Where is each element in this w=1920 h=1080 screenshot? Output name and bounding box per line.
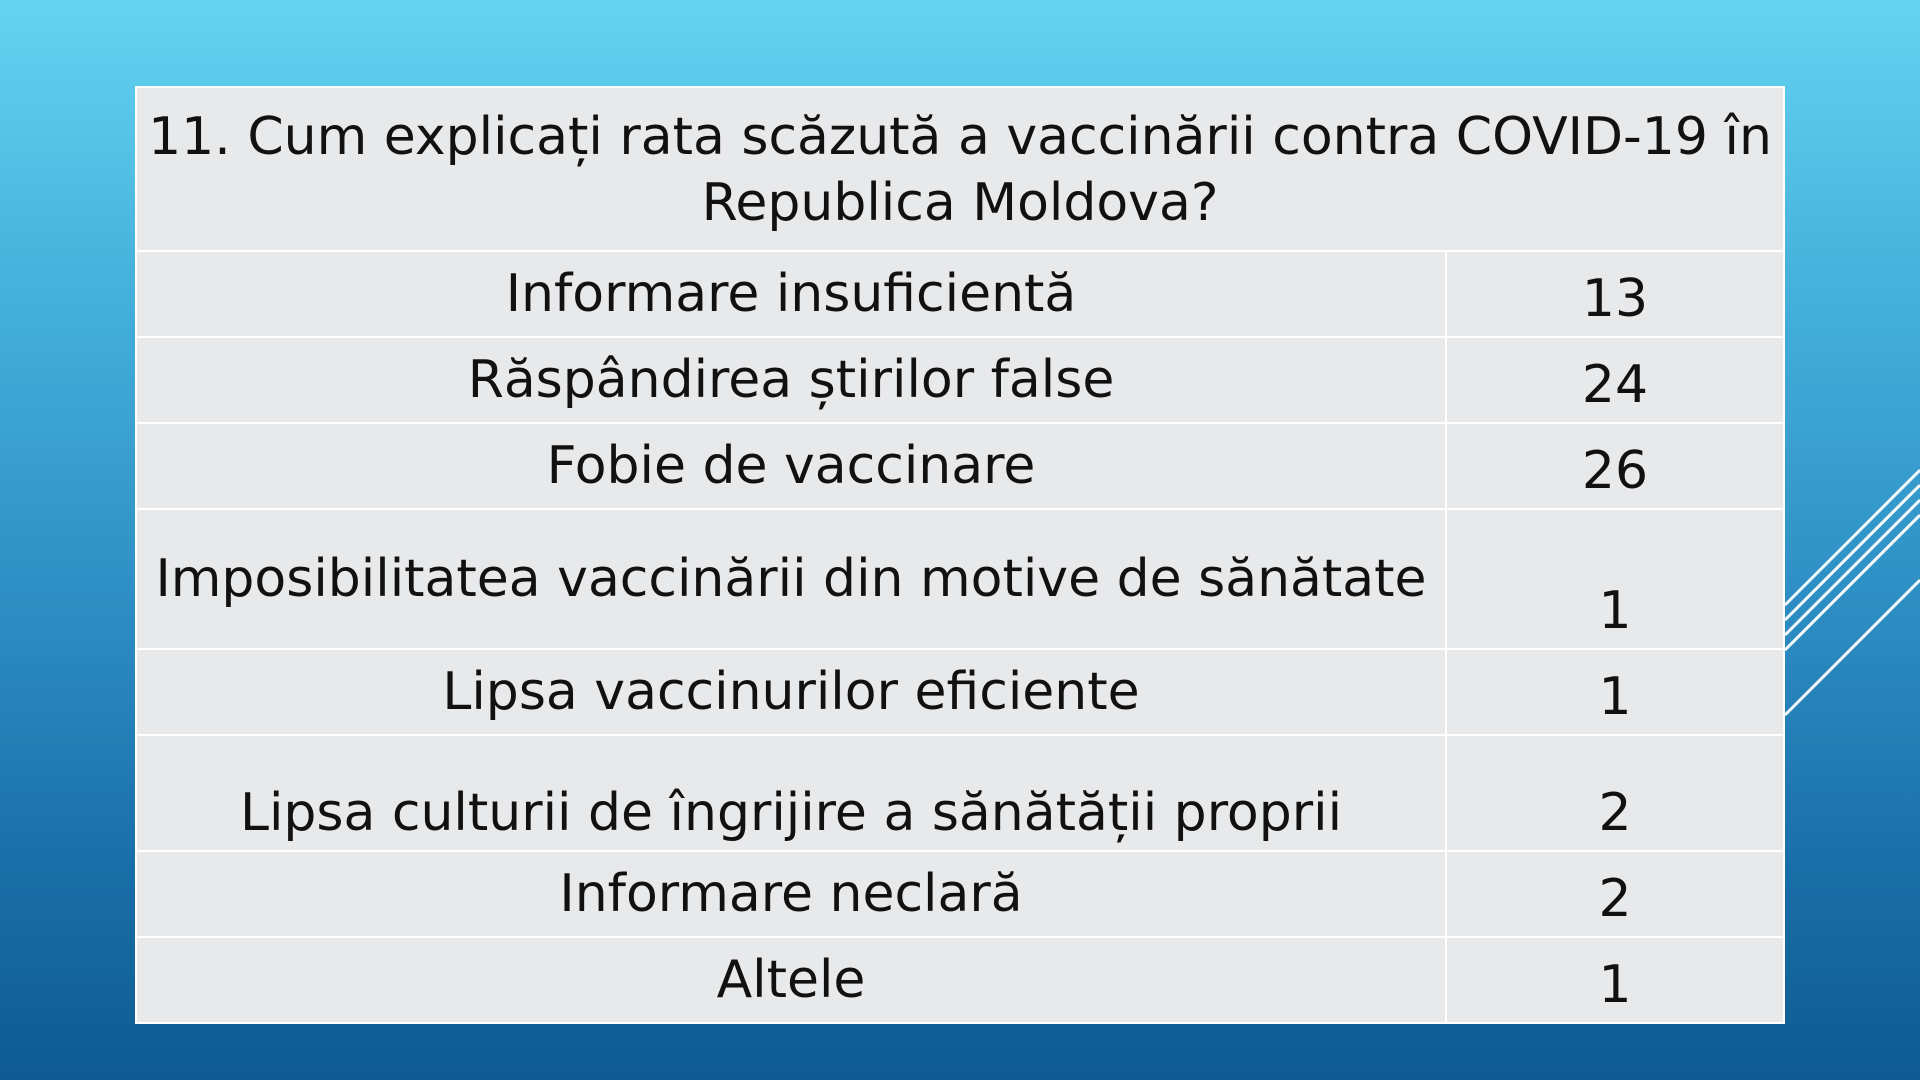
table-header-row	[136, 87, 1784, 251]
option-label: Lipsa culturii de îngrijire a sănătății proprii	[136, 735, 1446, 851]
option-label: Lipsa vaccinurilor eficiente	[136, 649, 1446, 735]
table-row	[136, 735, 1784, 851]
survey-results-table	[135, 86, 1785, 1024]
option-label: Informare neclară	[136, 851, 1446, 937]
table-row	[136, 937, 1784, 1023]
option-count: 1	[1446, 509, 1784, 649]
option-count: 13	[1446, 251, 1784, 337]
option-count: 26	[1446, 423, 1784, 509]
table-row	[136, 851, 1784, 937]
deco-line-1	[1785, 470, 1920, 605]
table-row	[136, 509, 1784, 649]
option-count: 24	[1446, 337, 1784, 423]
table-row	[136, 337, 1784, 423]
table-row	[136, 251, 1784, 337]
option-count: 1	[1446, 649, 1784, 735]
deco-line-3	[1785, 500, 1920, 635]
option-count: 1	[1446, 937, 1784, 1023]
question-title: 11. Cum explicați rata scăzută a vaccinării contra COVID-19 în Republica Moldova?	[136, 87, 1784, 251]
option-label: Răspândirea știrilor false	[136, 337, 1446, 423]
option-label: Informare insuficientă	[136, 251, 1446, 337]
deco-line-4	[1785, 515, 1920, 650]
table-row	[136, 423, 1784, 509]
option-label: Imposibilitatea vaccinării din motive de sănătate	[136, 509, 1446, 649]
option-label: Altele	[136, 937, 1446, 1023]
table-row	[136, 649, 1784, 735]
option-count: 2	[1446, 851, 1784, 937]
option-label: Fobie de vaccinare	[136, 423, 1446, 509]
option-count: 2	[1446, 735, 1784, 851]
